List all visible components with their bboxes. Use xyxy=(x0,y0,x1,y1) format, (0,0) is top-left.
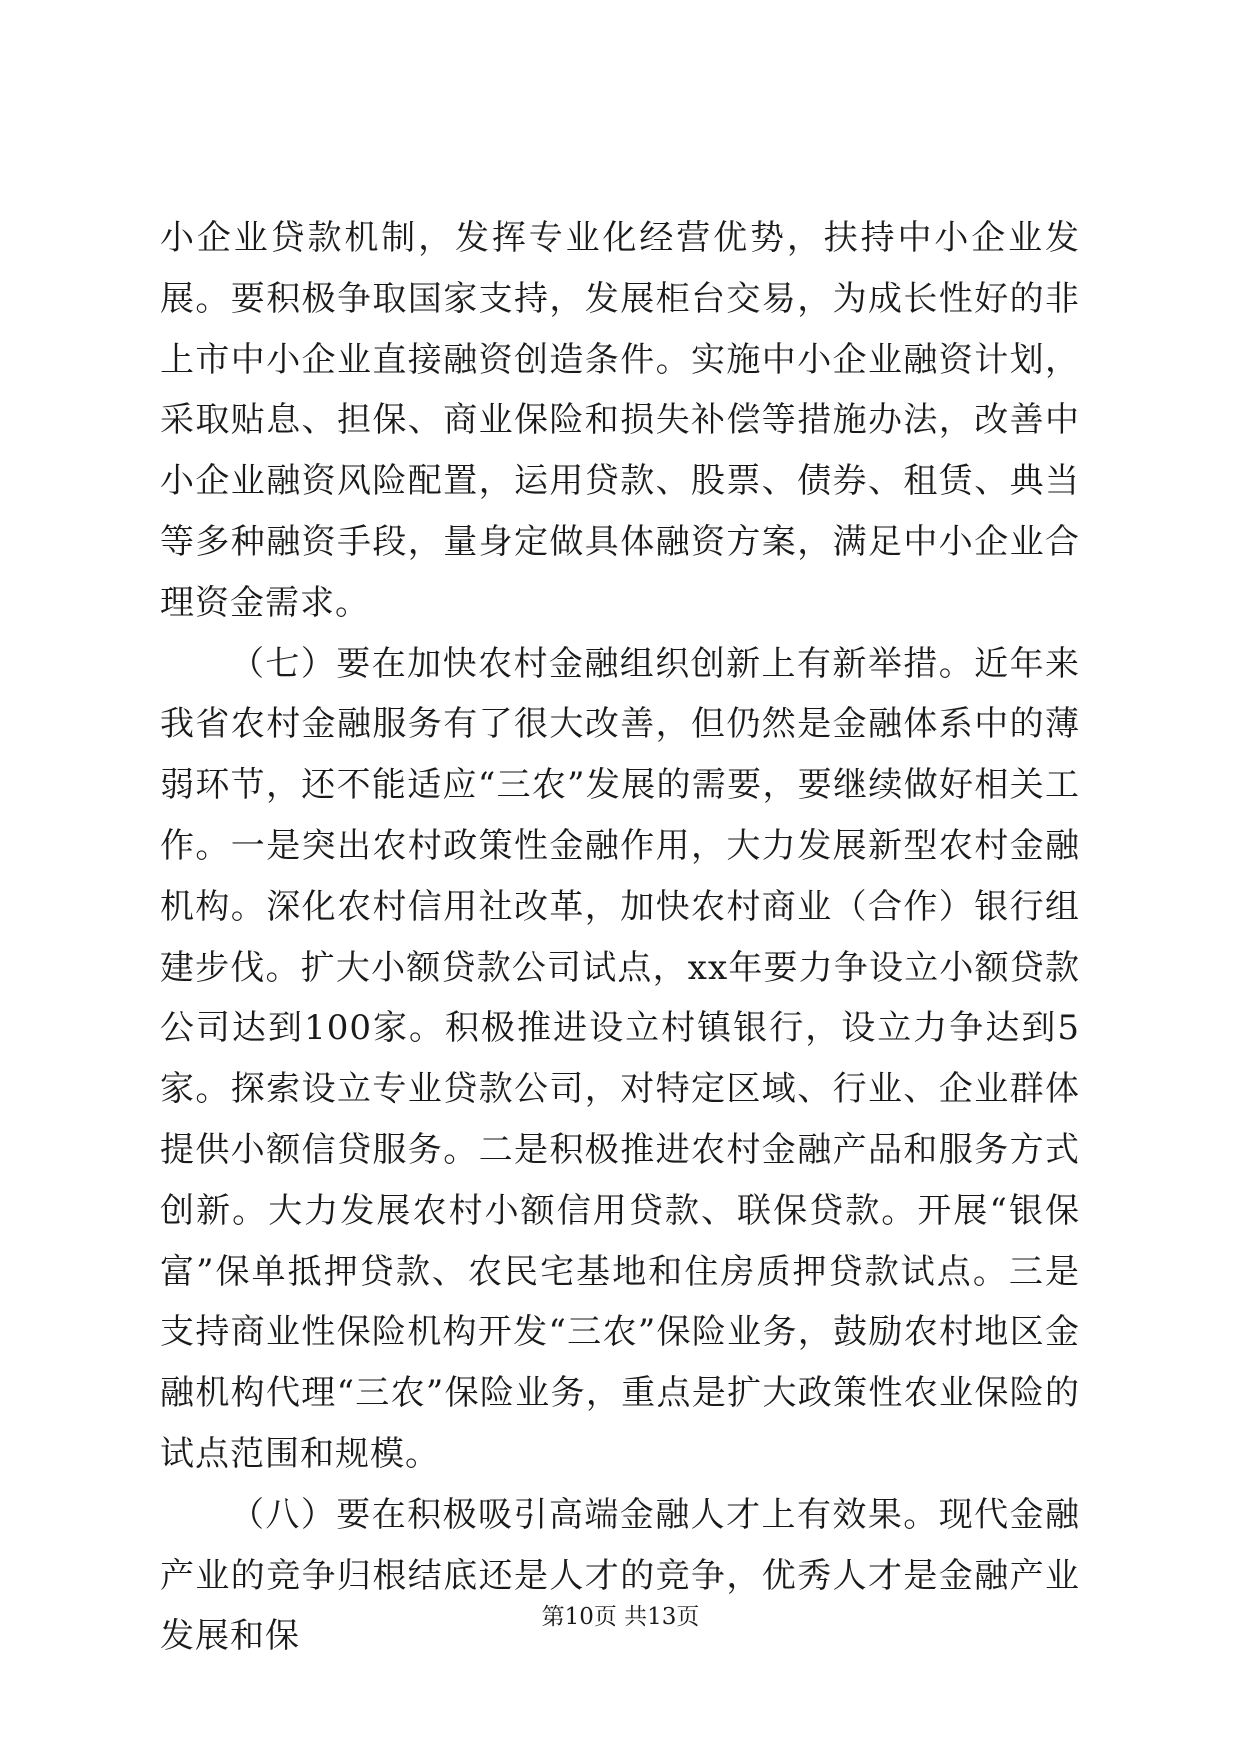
page-footer xyxy=(0,1598,1241,1631)
page-number-label: 第10页 共13页 xyxy=(541,1604,700,1630)
paragraph-3: （八）要在积极吸引高端金融人才上有效果。现代金融产业的竞争归根结底还是人才的竞争，优秀人才是金融产业发展和保 xyxy=(160,1494,1080,1657)
document-body xyxy=(160,208,1080,1667)
paragraph-2: （七）要在加快农村金融组织创新上有新举措。近年来我省农村金融服务有了很大改善，但仍然是金融体系中的薄弱环节，还不能适应“三农”发展的需要，要继续做好相关工作。一是突出农村政策性金融作用，大力发展新型农村金融机构。深化农村信用社改革，加快农村商业（合作）银行组建步伐。扩大小额贷款公司试点，xx年要力争设立小额贷款公司达到100家。积极推进设立村镇银行，设立力争达到5家。探索设立专业贷款公司，对特定区域、行业、企业群体提供小额信贷服务。二是积极推进农村金融产品和服务方式创新。大力发展农村小额信用贷款、联保贷款。开展“银保富”保单抵押贷款、农民宅基地和住房质押贷款试点。三是支持商业性保险机构开发“三农”保险业务，鼓励农村地区金融机构代理“三农”保险业务，重点是扩大政策性农业保险的试点范围和规模。 xyxy=(160,643,1080,1474)
paragraph-1: 小企业贷款机制，发挥专业化经营优势，扶持中小企业发展。要积极争取国家支持，发展柜台交易，为成长性好的非上市中小企业直接融资创造条件。实施中小企业融资计划，采取贴息、担保、商业保险和损失补偿等措施办法，改善中小企业融资风险配置，运用贷款、股票、债券、租赁、典当等多种融资手段，量身定做具体融资方案，满足中小企业合理资金需求。 xyxy=(160,218,1080,623)
